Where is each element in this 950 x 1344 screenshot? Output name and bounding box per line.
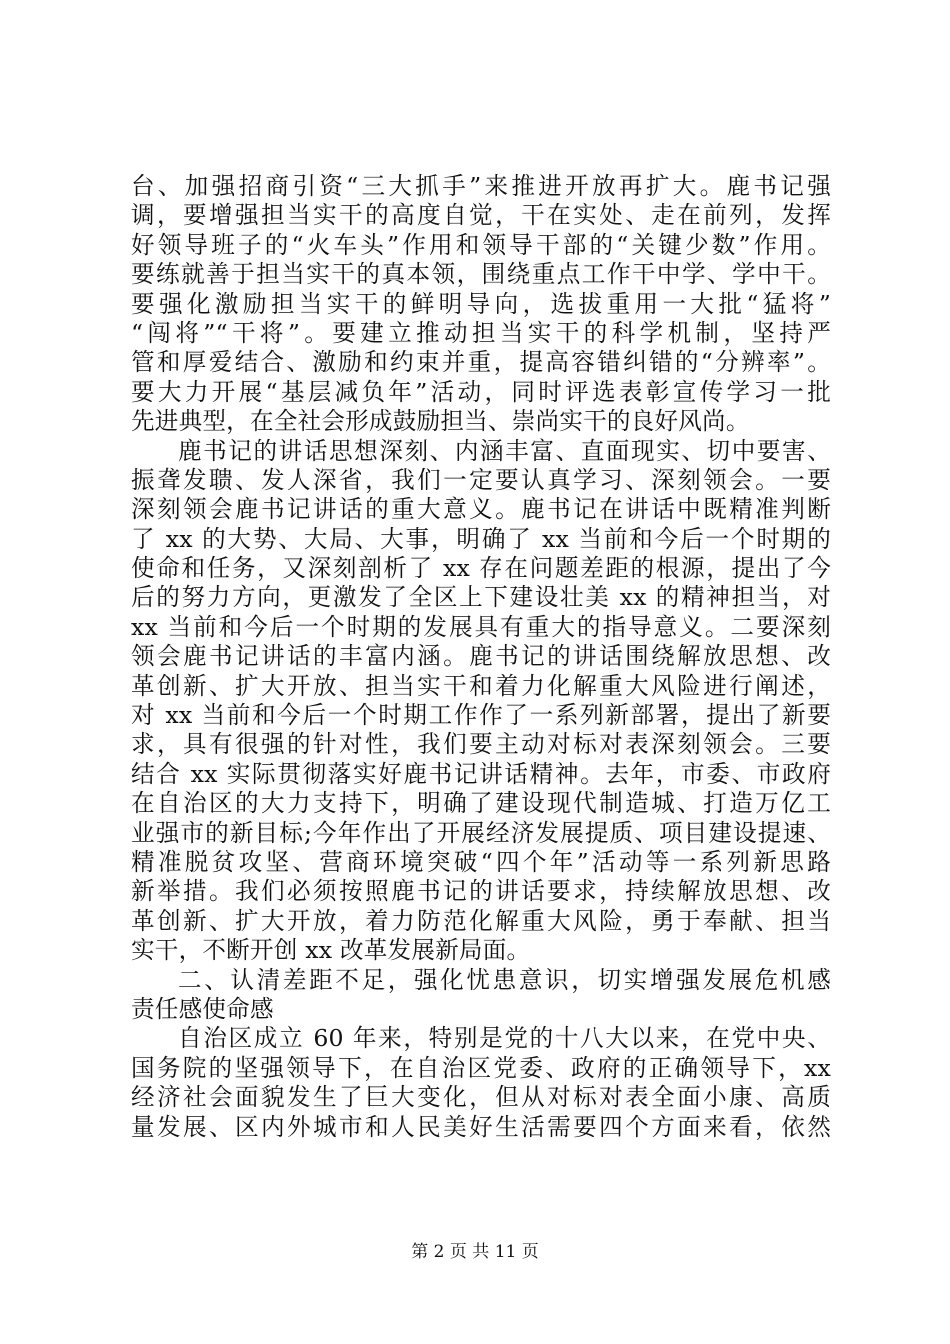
page-number-label: 第 2 页 共 11 页 xyxy=(411,1242,539,1262)
text-line: 后的努力方向，更激发了全区上下建设壮美 xx 的精神担当，对 xyxy=(131,583,831,612)
text-line: 使命和任务，又深刻剖析了 xx 存在问题差距的根源，提出了今 xyxy=(131,554,831,583)
text-line: 国务院的坚强领导下，在自治区党委、政府的正确领导下，xx xyxy=(131,1053,831,1082)
text-line: 实干，不断开创 xx 改革发展新局面。 xyxy=(131,936,531,965)
text-line: 先进典型，在全社会形成鼓励担当、崇尚实干的良好风尚。 xyxy=(131,407,750,436)
text-line: xx 当前和今后一个时期的发展具有重大的指导意义。二要深刻 xyxy=(131,612,831,641)
document-body xyxy=(131,172,831,1142)
text-line: 新举措。我们必须按照鹿书记的讲话要求，持续解放思想、改 xyxy=(131,877,831,906)
text-line: “闯将”“干将”。要建立推动担当实干的科学机制，坚持严 xyxy=(131,318,831,347)
text-line: 革创新、扩大开放，着力防范化解重大风险，勇于奉献、担当 xyxy=(131,906,831,935)
text-line: 求，具有很强的针对性，我们要主动对标对表深刻领会。三要 xyxy=(131,730,831,759)
text-line: 好领导班子的“火车头”作用和领导干部的“关键少数”作用。 xyxy=(131,230,831,259)
text-line: 结合 xx 实际贯彻落实好鹿书记讲话精神。去年，市委、市政府 xyxy=(131,759,831,788)
text-line: 鹿书记的讲话思想深刻、内涵丰富、直面现实、切中要害、 xyxy=(178,436,831,465)
text-line: 责任感使命感 xyxy=(131,994,274,1023)
text-line: 量发展、区内外城市和人民美好生活需要四个方面来看，依然 xyxy=(131,1112,831,1141)
text-line: 在自治区的大力支持下，明确了建设现代制造城、打造万亿工 xyxy=(131,789,831,818)
text-line: 要大力开展“基层减负年”活动，同时评选表彰宣传学习一批 xyxy=(131,377,831,406)
text-line: 要练就善于担当实干的真本领，围绕重点工作干中学、学中干。 xyxy=(131,260,831,289)
text-line: 深刻领会鹿书记讲话的重大意义。鹿书记在讲话中既精准判断 xyxy=(131,495,831,524)
text-line: 业强市的新目标;今年作出了开展经济发展提质、项目建设提速、 xyxy=(131,818,831,847)
text-line: 精准脱贫攻坚、营商环境突破“四个年”活动等一系列新思路 xyxy=(131,847,831,876)
text-line: 台、加强招商引资“三大抓手”来推进开放再扩大。鹿书记强 xyxy=(131,172,831,200)
text-line: 要强化激励担当实干的鲜明导向，选拔重用一大批“猛将” xyxy=(131,289,831,318)
text-line: 振聋发聩、发人深省，我们一定要认真学习、深刻领会。一要 xyxy=(131,465,831,494)
text-line: 调，要增强担当实干的高度自觉，干在实处、走在前列，发挥 xyxy=(131,201,831,230)
text-line: 革创新、扩大开放、担当实干和着力化解重大风险进行阐述， xyxy=(131,671,831,700)
text-line: 领会鹿书记讲话的丰富内涵。鹿书记的讲话围绕解放思想、改 xyxy=(131,642,831,671)
page-footer xyxy=(0,1241,950,1263)
text-line: 对 xx 当前和今后一个时期工作作了一系列新部署，提出了新要 xyxy=(131,701,831,730)
text-line: 二、认清差距不足，强化忧患意识，切实增强发展危机感 xyxy=(178,965,831,994)
text-line: 了 xx 的大势、大局、大事，明确了 xx 当前和今后一个时期的 xyxy=(131,524,831,553)
text-line: 管和厚爱结合、激励和约束并重，提高容错纠错的“分辨率”。 xyxy=(131,348,831,377)
text-line: 自治区成立 60 年来，特别是党的十八大以来，在党中央、 xyxy=(178,1024,831,1053)
text-line: 经济社会面貌发生了巨大变化，但从对标对表全面小康、高质 xyxy=(131,1083,831,1112)
